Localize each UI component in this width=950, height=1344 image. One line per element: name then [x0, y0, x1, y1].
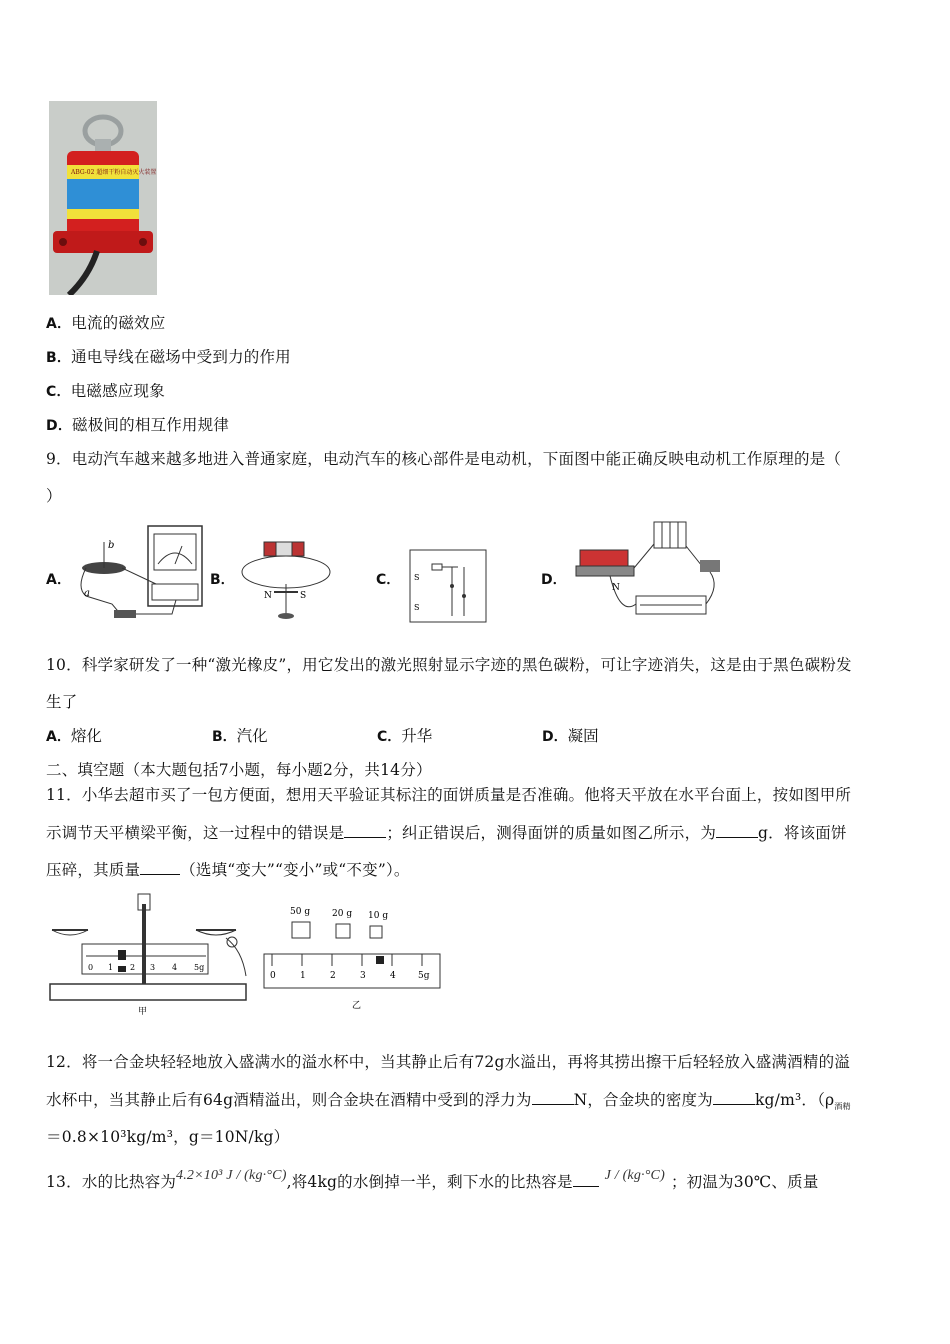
q11-figure-yi-weights [262, 900, 442, 1020]
svg-text:0: 0 [88, 963, 94, 972]
q9-stem-line2: ） [46, 487, 62, 505]
svg-text:5g: 5g [194, 963, 205, 972]
q12-stem-line3: ＝0.8×10³kg/m³，g＝10N/kg） [46, 1128, 290, 1146]
q9-figure-d [570, 516, 730, 624]
fig-b-label-s: S [300, 591, 307, 601]
q9-option-b-label: B． [210, 572, 235, 588]
q9-option-a-label: A． [46, 572, 72, 588]
svg-text:3: 3 [150, 963, 156, 972]
fig-a-label-b: b [108, 540, 115, 551]
q10-option-d: D．凝固 [542, 727, 599, 745]
scale-tick-5g: 5g [418, 971, 430, 981]
device-label: ABG-02 超细干粉自动灭火装置 [71, 169, 157, 176]
q9-stem-line1: 9．电动汽车越来越多地进入普通家庭，电动汽车的核心部件是电动机，下面图中能正确反映电动机工作原理的是（ [46, 450, 842, 468]
fire-extinguisher-photo [49, 101, 157, 295]
scale-tick-2: 2 [330, 971, 336, 981]
q8-option-a: A．电流的磁效应 [46, 314, 166, 332]
q8-option-c: C．电磁感应现象 [46, 382, 165, 400]
weight-50g: 50 g [290, 907, 311, 917]
q8-option-b: B．通电导线在磁场中受到力的作用 [46, 348, 291, 366]
weight-20g: 20 g [332, 909, 353, 919]
fig-a-label-a: a [84, 588, 90, 599]
svg-text:2: 2 [130, 963, 136, 972]
q10-option-b: B．汽化 [212, 727, 268, 745]
q10-stem-line1: 10．科学家研发了一种“激光橡皮”，用它发出的激光照射显示字迹的黑色碳粉，可让字迹消失，这是由于黑色碳粉发 [46, 656, 852, 674]
q11-figure-jia-balance [46, 890, 254, 1020]
q12-stem-line2: 水杯中，当其静止后有64g酒精溢出，则合金块在酒精中受到的浮力为 N，合金块的密度为 kg/m³．（$\rho_{酒精}$ [46, 1091, 851, 1112]
q9-figure-a [72, 524, 204, 624]
scale-tick-0: 0 [270, 971, 276, 981]
svg-text:1: 1 [108, 963, 114, 972]
q11-blank-change[interactable] [140, 860, 180, 875]
q11-stem-line2: 示调节天平横梁平衡，这一过程中的错误是 ；纠正错误后，测得面饼的质量如图乙所示，为 g．将该面饼 [46, 824, 847, 842]
q9-option-d-label: D． [541, 572, 567, 588]
fig-yi-label: 乙 [352, 1001, 362, 1011]
scale-tick-4: 4 [390, 971, 396, 981]
q11-stem-line1: 11．小华去超市买了一包方便面，想用天平验证其标注的面饼质量是否准确。他将天平放在水平台面上，按如图甲所 [46, 786, 852, 804]
q13-stem: 13．水的比热容为4.2×10³ J / (kg·°C),将4kg的水倒掉一半，剩下水的比热容是 J / (kg·°C) ；初温为30℃、质量 [46, 1168, 819, 1191]
fig-b-label-n: N [264, 591, 272, 601]
q13-formula-specific-heat: 4.2×10³ J / (kg·°C) [176, 1168, 287, 1183]
q12-stem-line1: 12．将一合金块轻轻地放入盛满水的溢水杯中，当其静止后有72g水溢出，再将其捞出擦干后轻轻放入盛满酒精的溢 [46, 1053, 850, 1071]
q10-stem-line2: 生了 [46, 693, 78, 711]
fig-d-label-n: N [612, 583, 620, 593]
svg-text:4: 4 [172, 963, 178, 972]
q8-option-d: D．磁极间的相互作用规律 [46, 416, 230, 434]
q13-blank-specific-heat[interactable] [573, 1172, 599, 1187]
fig-c-label-s2: S [414, 603, 420, 612]
q9-figure-b [238, 536, 336, 626]
section-title-fill-in: 二、填空题（本大题包括7小题，每小题2分，共14分） [46, 761, 432, 779]
q13-formula-unit: J / (kg·°C) [604, 1168, 665, 1183]
weight-10g: 10 g [368, 911, 389, 921]
q11-blank-mass[interactable] [716, 823, 758, 838]
scale-tick-1: 1 [300, 971, 306, 981]
q10-option-c: C．升华 [377, 727, 433, 745]
q9-figure-c [406, 546, 490, 624]
q11-blank-error[interactable] [344, 823, 386, 838]
fig-c-label-s1: S [414, 573, 420, 582]
q12-blank-buoyancy[interactable] [532, 1090, 574, 1105]
q10-option-a: A．熔化 [46, 727, 102, 745]
q12-blank-density[interactable] [713, 1090, 755, 1105]
q11-stem-line3: 压碎，其质量 （选填“变大”“变小”或“不变”）。 [46, 861, 410, 879]
q9-option-c-label: C． [376, 572, 401, 588]
fig-jia-label: 甲 [138, 1007, 148, 1017]
scale-tick-3: 3 [360, 971, 366, 981]
